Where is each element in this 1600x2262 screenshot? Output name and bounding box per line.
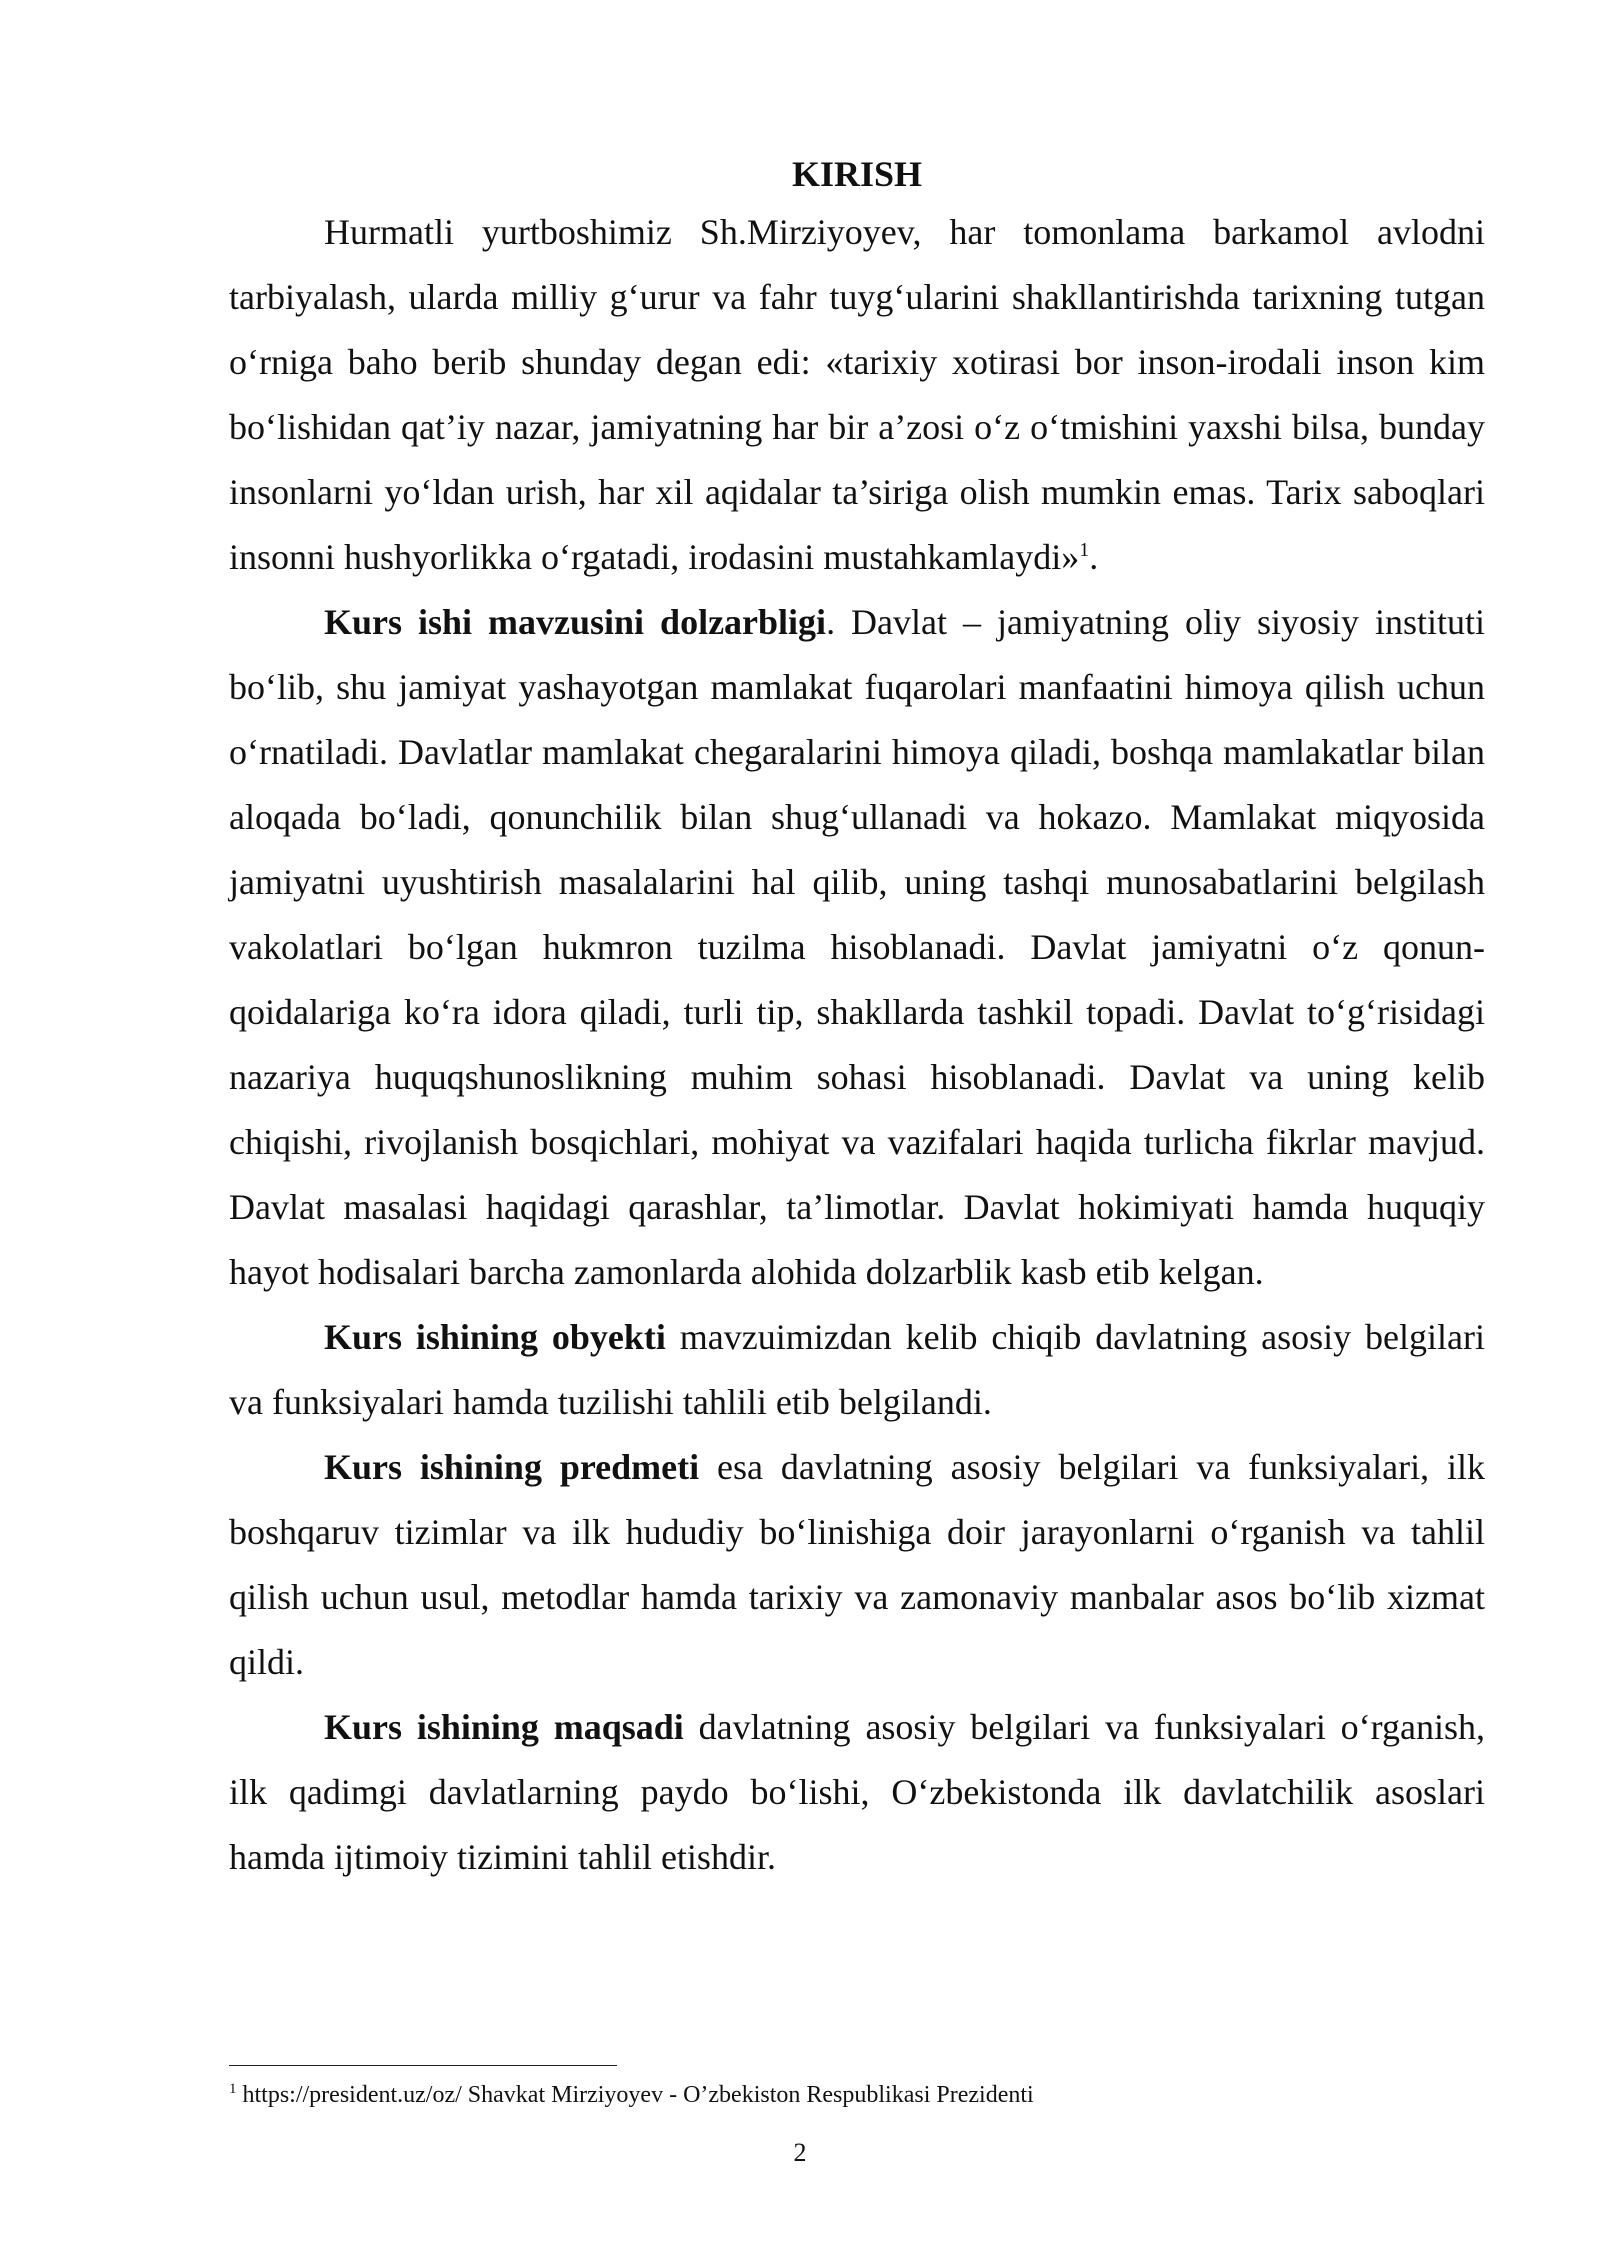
- footnote-text: https://president.uz/oz/ Shavkat Mirziyoyev - O’zbekiston Respublikasi Prezidenti: [236, 2082, 1034, 2108]
- paragraph-text: mavzuimizdan kelib chiqib davlatning asosiy belgilari va funksiyalari hamda tuzilishi tahlili etib belgilandi.: [229, 1317, 1485, 1422]
- paragraph-end: .: [1089, 537, 1099, 577]
- paragraph-text: Hurmatli yurtboshimiz Sh.Mirziyoyev, har tomonlama barkamol avlodni tarbiyalash, ularda milliy g‘urur va fahr tuyg‘ularini shakllantirishda tarixning tutgan o‘rniga baho berib shunday degan edi: «tarixiy xotirasi bor inson-irodali inson kim bo‘lishidan qat’iy nazar, jamiyatning har bir a’zosi o‘z o‘tmishini yaxshi bilsa, bunday insonlarni yo‘ldan urish, har xil aqidalar ta’siriga olish mumkin emas. Tarix saboqlari insonni hushyorlikka o‘rgatadi, irodasini mustahkamlaydi»: [229, 212, 1485, 577]
- paragraph-intro-quote: [229, 200, 1485, 590]
- paragraph-text: davlatning asosiy belgilari va funksiyalari o‘rganish, ilk qadimgi davlatlarning paydo bo‘lishi, O‘zbekistonda ilk davlatchilik asoslari hamda ijtimoiy tizimini tahlil etishdir.: [229, 1707, 1485, 1877]
- paragraph-relevance: [229, 590, 1485, 1305]
- page-content: [229, 148, 1485, 1890]
- paragraph-bold-lead: Kurs ishining obyekti: [324, 1317, 666, 1357]
- paragraph-text: esa davlatning asosiy belgilari va funksiyalari, ilk boshqaruv tizimlar va ilk hududiy bo‘linishiga doir jarayonlarni o‘rganish va tahlil qilish uchun usul, metodlar hamda tarixiy va zamonaviy manbalar asos bo‘lib xizmat qildi.: [229, 1447, 1485, 1682]
- paragraph-bold-lead: Kurs ishi mavzusini dolzarbligi: [324, 602, 827, 642]
- paragraph-text: . Davlat – jamiyatning oliy siyosiy instituti bo‘lib, shu jamiyat yashayotgan mamlakat fuqarolari manfaatini himoya qilish uchun o‘rnatiladi. Davlatlar mamlakat chegaralarini himoya qiladi, boshqa mamlakatlar bilan aloqada bo‘ladi, qonunchilik bilan shug‘ullanadi va hokazo. Mamlakat miqyosida jamiyatni uyushtirish masalalarini hal qilib, uning tashqi munosabatlarini belgilash vakolatlari bo‘lgan hukmron tuzilma hisoblanadi. Davlat jamiyatni o‘z qonun-qoidalariga ko‘ra idora qiladi, turli tip, shakllarda tashkil topadi. Davlat to‘g‘risidagi nazariya huquqshunoslikning muhim sohasi hisoblanadi. Davlat va uning kelib chiqishi, rivojlanish bosqichlari, mohiyat va vazifalari haqida turlicha fikrlar mavjud. Davlat masalasi haqidagi qarashlar, ta’limotlar. Davlat hokimiyati hamda huquqiy hayot hodisalari barcha zamonlarda alohida dolzarblik kasb etib kelgan.: [229, 602, 1485, 1292]
- paragraph-bold-lead: Kurs ishining maqsadi: [324, 1707, 684, 1747]
- section-heading: KIRISH: [791, 154, 923, 194]
- paragraph-bold-lead: Kurs ishining predmeti: [324, 1447, 700, 1487]
- footnote-separator: [229, 2065, 617, 2066]
- paragraph-subject: [229, 1435, 1485, 1695]
- footnote: [229, 2078, 1485, 2112]
- paragraph-object: [229, 1305, 1485, 1435]
- paragraph-goal: [229, 1695, 1485, 1890]
- page-number: 2: [793, 2138, 807, 2167]
- footnote-reference[interactable]: 1: [1079, 539, 1090, 561]
- footnote-number: 1: [229, 2081, 237, 2097]
